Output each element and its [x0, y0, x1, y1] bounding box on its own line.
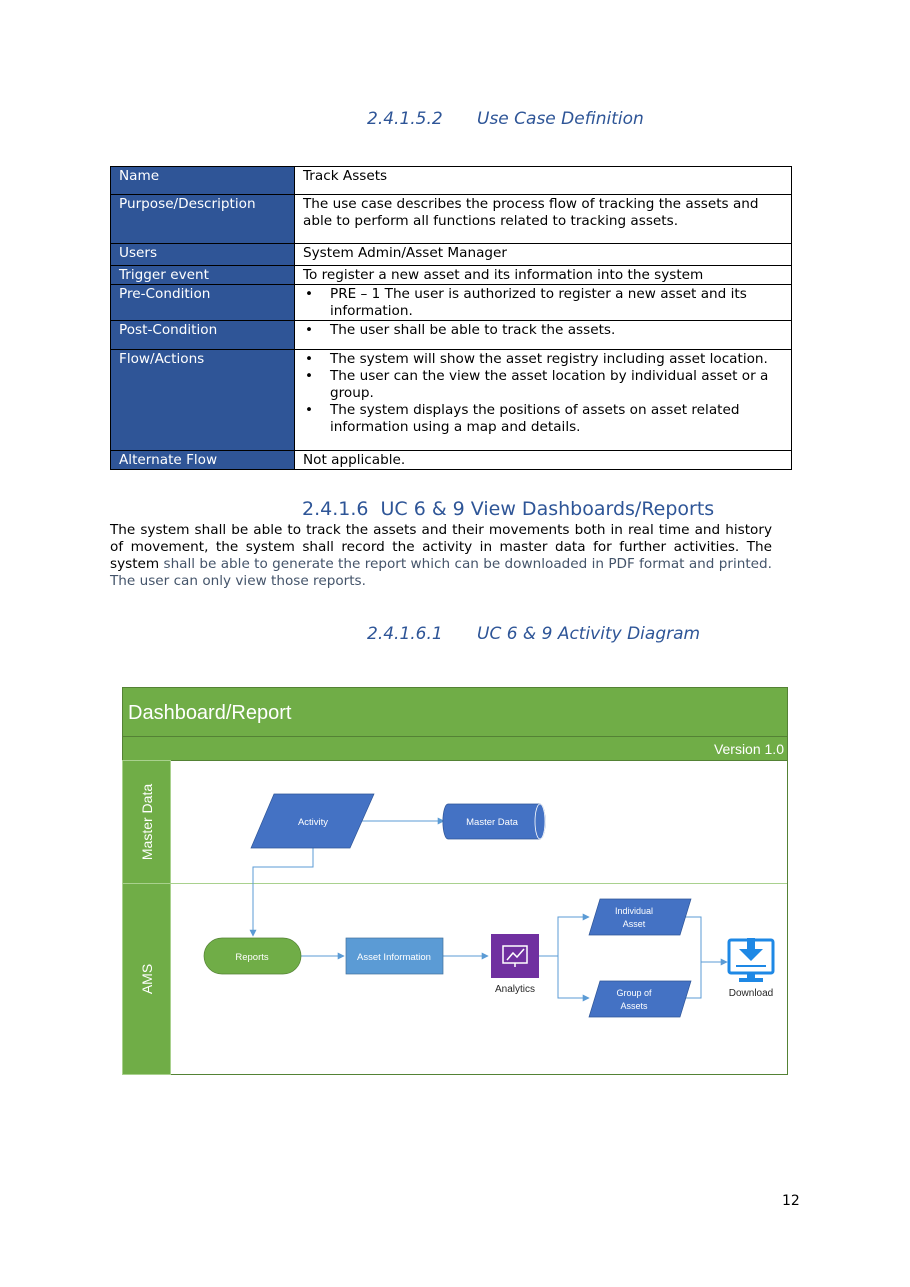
row-label: Users — [111, 244, 295, 266]
table-row-flow — [111, 350, 792, 451]
list-item: • PRE – 1 The user is authorized to register a new asset and its information. — [303, 286, 783, 320]
paragraph-text: The system shall be able to track the assets and their movements both in real time and history of movement, the system shall record the activity in master data for further activities. The system — [110, 522, 772, 572]
table-row-purpose — [111, 195, 792, 244]
row-value — [295, 321, 792, 350]
download-label: Download — [728, 988, 774, 999]
diagram-title: Dashboard/Report — [128, 702, 292, 724]
master-data-label: Master Data — [466, 817, 518, 828]
table-row-trigger — [111, 266, 792, 285]
group-of-assets-label-2: Assets — [620, 1001, 648, 1011]
row-value — [295, 285, 792, 321]
row-label: Post-Condition — [111, 321, 295, 350]
row-label: Alternate Flow — [111, 451, 295, 470]
individual-asset-shape — [589, 899, 691, 935]
table-row-users — [111, 244, 792, 266]
row-label: Pre-Condition — [111, 285, 295, 321]
asset-information-label: Asset Information — [357, 952, 431, 963]
group-of-assets-label-1: Group of — [616, 988, 652, 998]
page-number: 12 — [782, 1193, 800, 1209]
list-item: • The user shall be able to track the assets. — [303, 322, 783, 339]
lane-label-master-data: Master Data — [139, 783, 155, 861]
paragraph-text-grey: shall be able to generate the report which can be downloaded in PDF format and printed. The user can only view those reports. — [110, 556, 772, 589]
list-item: • The system displays the positions of assets on asset related information using a map and details. — [303, 402, 783, 436]
heading-number: 2.4.1.6 — [302, 498, 369, 520]
group-of-assets-shape — [589, 981, 691, 1017]
heading-number: 2.4.1.6.1 — [367, 624, 443, 644]
lane-label-ams: AMS — [139, 963, 155, 995]
row-label: Name — [111, 167, 295, 195]
activity-label: Activity — [297, 817, 329, 828]
heading-title: UC 6 & 9 Activity Diagram — [477, 624, 701, 644]
heading-number: 2.4.1.5.2 — [367, 109, 443, 129]
reports-label: Reports — [235, 952, 269, 963]
row-label: Purpose/Description — [111, 195, 295, 244]
body-paragraph — [110, 522, 772, 590]
table-row-name — [111, 167, 792, 195]
version-label: Version 1.0 — [713, 741, 784, 757]
list-item: • The system will show the asset registry including asset location. — [303, 351, 783, 368]
heading-title: Use Case Definition — [477, 109, 644, 129]
analytics-icon — [491, 934, 539, 978]
table-row-pre — [111, 285, 792, 321]
version-bar — [123, 737, 788, 761]
analytics-label: Analytics — [494, 984, 536, 995]
row-value: To register a new asset and its information into the system — [295, 266, 792, 285]
heading-title: UC 6 & 9 View Dashboards/Reports — [380, 498, 715, 520]
table-row-post — [111, 321, 792, 350]
row-label: Trigger event — [111, 266, 295, 285]
row-value — [295, 350, 792, 451]
table-row-alternate — [111, 451, 792, 470]
individual-asset-label-2: Asset — [622, 919, 646, 929]
row-value: Not applicable. — [295, 451, 792, 470]
individual-asset-label-1: Individual — [614, 906, 654, 916]
row-value: Track Assets — [295, 167, 792, 195]
row-label: Flow/Actions — [111, 350, 295, 451]
list-item: • The user can the view the asset location by individual asset or a group. — [303, 368, 783, 402]
row-value: The use case describes the process flow of tracking the assets and able to perform all functions related to tracking assets. — [295, 195, 792, 244]
heading-activity-diagram — [367, 624, 700, 644]
heading-use-case-definition — [367, 109, 644, 129]
heading-uc69 — [302, 498, 714, 520]
row-value: System Admin/Asset Manager — [295, 244, 792, 266]
use-case-table — [110, 166, 792, 470]
activity-diagram — [122, 687, 788, 1075]
